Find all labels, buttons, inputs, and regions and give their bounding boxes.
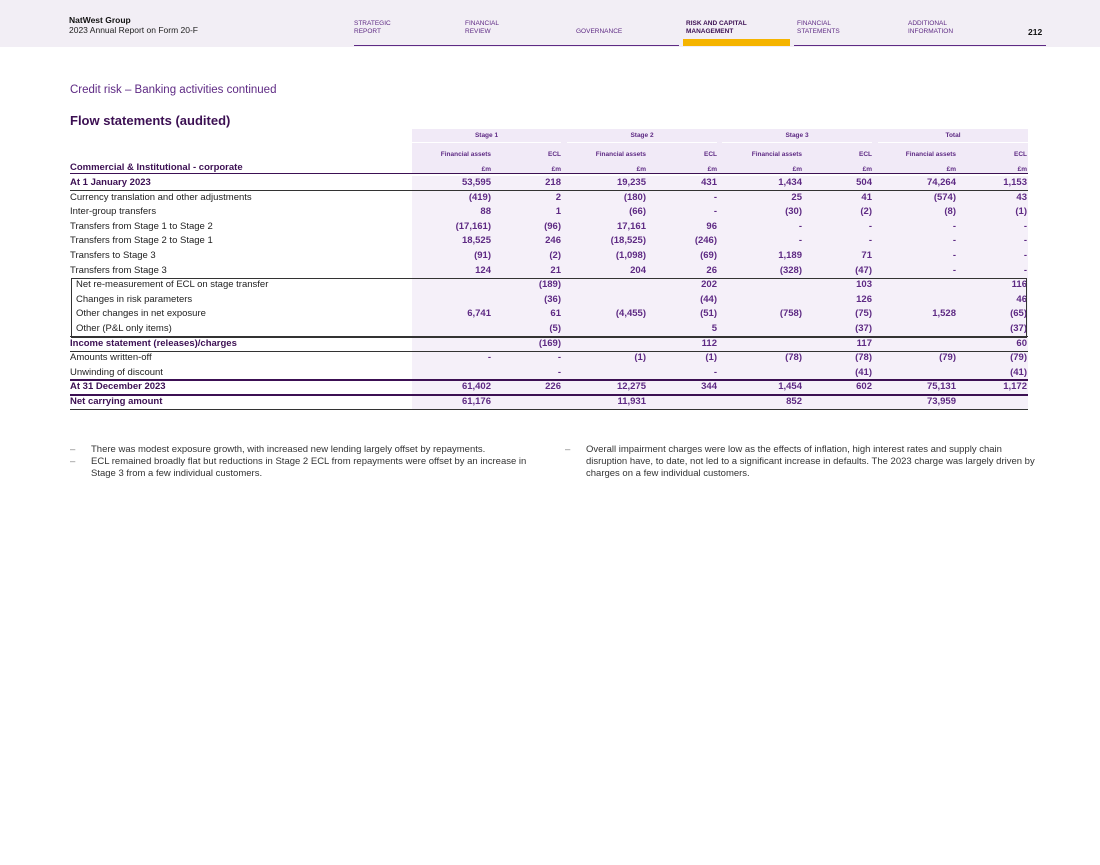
company-name: NatWest Group (69, 15, 131, 25)
cell-value: (574) (933, 191, 956, 203)
brand-block (69, 15, 198, 35)
cell-value: (37) (1010, 323, 1027, 334)
cell-value: 2 (555, 191, 561, 203)
cell-value: 112 (701, 337, 717, 349)
cell-value: 1,153 (1003, 177, 1027, 188)
cell-value: (69) (700, 250, 717, 261)
table-row (70, 249, 1028, 264)
table-rule (70, 379, 1028, 381)
column-header: Financial assets (440, 151, 491, 158)
table-row (70, 278, 1028, 293)
cell-value: - (1023, 250, 1027, 261)
table-row (70, 176, 1028, 191)
cell-value: 18,525 (461, 235, 491, 247)
cell-value: (44) (700, 293, 717, 305)
nav-risk-capital-management[interactable]: RISK AND CAPITAL MANAGEMENT (686, 20, 747, 35)
cell-value: (1) (705, 352, 717, 364)
bullet-text: ECL remained broadly flat but reductions in Stage 2 ECL from repayments were offset by an increase in Stage 3 from a few individual customers. (91, 456, 527, 479)
cell-value: (189) (538, 279, 561, 291)
row-label: Changes in risk parameters (76, 293, 193, 305)
cell-value: (79) (1010, 352, 1027, 364)
cell-value: 71 (861, 250, 872, 261)
stage-divider (412, 142, 561, 143)
cell-value: 124 (475, 264, 491, 276)
cell-value: 46 (1016, 293, 1027, 305)
cell-value: 96 (706, 220, 717, 232)
cell-value: - (487, 352, 491, 364)
cell-value: (328) (779, 264, 802, 276)
cell-value: - (952, 264, 956, 276)
unit-label: £m (862, 166, 872, 173)
table-rule (70, 336, 1028, 337)
stage-header: Stage 1 (474, 132, 499, 139)
cell-value: 61,176 (461, 396, 491, 407)
cell-value: (78) (855, 352, 872, 364)
row-label: Transfers from Stage 1 to Stage 2 (70, 220, 213, 232)
row-label: Net carrying amount (70, 396, 163, 407)
cell-value: - (713, 206, 717, 218)
table-row (70, 264, 1028, 279)
cell-value: (17,161) (455, 220, 491, 232)
cell-value: 41 (861, 191, 872, 203)
commentary-left (70, 444, 530, 480)
cell-value: 26 (706, 264, 717, 276)
table-row (70, 205, 1028, 220)
header-rule (70, 173, 1028, 174)
cell-value: (1,098) (615, 250, 646, 261)
cell-value: - (952, 220, 956, 232)
row-label: Net re-measurement of ECL on stage transfer (76, 279, 269, 291)
column-header: ECL (548, 151, 561, 158)
cell-value: 204 (630, 264, 646, 276)
cell-value: (51) (700, 308, 717, 320)
cell-value: 1,454 (778, 381, 802, 393)
row-label: Unwinding of discount (70, 366, 163, 378)
cell-value: 60 (1016, 337, 1027, 349)
cell-value: (4,455) (615, 308, 646, 320)
table-row (70, 366, 1028, 381)
cell-value: 74,264 (926, 177, 956, 188)
bullet-text: Overall impairment charges were low as the effects of inflation, high interest rates and supply chain disruption have, to date, not led to a significant increase in defaults. The 2023 charge was largely driven by charges on a few individual customers. (586, 444, 1035, 479)
row-label: Income statement (releases)/charges (70, 337, 237, 349)
unit-label: £m (636, 166, 646, 173)
cell-value: - (1023, 235, 1027, 247)
cell-value: 75,131 (926, 381, 956, 393)
bullet-item (70, 456, 530, 480)
cell-value: 53,595 (461, 177, 491, 188)
cell-value: 1,528 (932, 308, 956, 320)
cell-value: - (798, 235, 802, 247)
cell-value: (758) (779, 308, 802, 320)
cell-value: (8) (944, 206, 956, 218)
cell-value: (419) (468, 191, 491, 203)
bullet-item (70, 444, 530, 456)
column-header: Financial assets (751, 151, 802, 158)
cell-value: (2) (860, 206, 872, 218)
cell-value: 852 (786, 396, 802, 407)
table-rule (70, 409, 1028, 410)
table-row (70, 322, 1028, 337)
cell-value: 19,235 (616, 177, 646, 188)
bullet-dash: – (70, 456, 76, 467)
cell-value: 226 (545, 381, 561, 393)
cell-value: 73,959 (926, 396, 956, 407)
table-row (70, 395, 1028, 410)
cell-value: (30) (785, 206, 802, 218)
table-rule (70, 190, 1028, 191)
cell-value: 43 (1016, 191, 1027, 203)
row-label: Transfers to Stage 3 (70, 250, 156, 261)
cell-value: 25 (791, 191, 802, 203)
table-row (70, 380, 1028, 395)
table-rule (70, 351, 1028, 352)
cell-value: (91) (474, 250, 491, 261)
cell-value: - (952, 235, 956, 247)
nav-additional-information[interactable]: ADDITIONAL INFORMATION (908, 20, 954, 35)
table-row (70, 191, 1028, 206)
table-row (70, 351, 1028, 366)
cell-value: 1,189 (778, 250, 802, 261)
bullet-dash: – (70, 444, 76, 455)
cell-value: - (1023, 264, 1027, 276)
cell-value: 61,402 (461, 381, 491, 393)
cell-value: (65) (1010, 308, 1027, 320)
cell-value: - (713, 191, 717, 203)
table-title: Flow statements (audited) (70, 113, 231, 128)
cell-value: - (713, 366, 717, 378)
cell-value: (41) (1010, 366, 1027, 378)
stage-header: Total (945, 132, 961, 139)
cell-value: 126 (856, 293, 872, 305)
cell-value: 602 (856, 381, 872, 393)
table-section-heading: Commercial & Institutional - corporate (70, 162, 243, 173)
column-header: Financial assets (905, 151, 956, 158)
cell-value: - (952, 250, 956, 261)
nav-financial-review[interactable]: FINANCIAL REVIEW (465, 20, 499, 35)
column-header: ECL (704, 151, 717, 158)
page-header (0, 0, 1100, 47)
cell-value: (180) (623, 191, 646, 203)
row-label: Transfers from Stage 2 to Stage 1 (70, 235, 213, 247)
cell-value: 504 (856, 177, 872, 188)
cell-value: 1,172 (1003, 381, 1027, 393)
column-header: ECL (859, 151, 872, 158)
table-row (70, 220, 1028, 235)
table-row (70, 337, 1028, 352)
cell-value: - (868, 235, 872, 247)
cell-value: (37) (855, 323, 872, 334)
cell-value: 1,434 (778, 177, 802, 188)
cell-value: 17,161 (616, 220, 646, 232)
bullet-item (565, 444, 1035, 480)
row-label: Other changes in net exposure (76, 308, 206, 320)
cell-value: 344 (701, 381, 717, 393)
cell-value: 116 (1011, 279, 1027, 291)
cell-value: - (868, 220, 872, 232)
cell-value: (78) (785, 352, 802, 364)
column-header: Financial assets (595, 151, 646, 158)
cell-value: - (1023, 220, 1027, 232)
cell-value: (1) (634, 352, 646, 364)
unit-label: £m (551, 166, 561, 173)
cell-value: 61 (550, 308, 561, 320)
section-title: Credit risk – Banking activities continued (70, 84, 277, 96)
cell-value: 202 (701, 279, 717, 291)
cell-value: 246 (545, 235, 561, 247)
unit-label: £m (1017, 166, 1027, 173)
stage-header: Stage 3 (785, 132, 809, 139)
cell-value: 21 (550, 264, 561, 276)
nav-active-indicator (683, 39, 790, 46)
stage-divider (567, 142, 717, 143)
row-label: At 31 December 2023 (70, 381, 166, 393)
cell-value: - (798, 220, 802, 232)
column-header: ECL (1014, 151, 1027, 158)
row-label: At 1 January 2023 (70, 177, 151, 188)
cell-value: (75) (855, 308, 872, 320)
cell-value: 5 (711, 323, 717, 334)
cell-value: (66) (629, 206, 646, 218)
table-rule (70, 394, 1028, 396)
cell-value: (1) (1015, 206, 1027, 218)
nav-financial-statements[interactable]: FINANCIAL STATEMENTS (797, 20, 840, 35)
row-label: Transfers from Stage 3 (70, 264, 167, 276)
cell-value: 103 (856, 279, 872, 291)
unit-label: £m (946, 166, 956, 173)
cell-value: (18,525) (610, 235, 646, 247)
table-row (70, 293, 1028, 308)
bullet-dash: – (565, 444, 571, 455)
nav-strategic-report[interactable]: STRATEGIC REPORT (354, 20, 391, 35)
cell-value: (96) (544, 220, 561, 232)
commentary-right (565, 444, 1035, 480)
cell-value: (36) (544, 293, 561, 305)
table-row (70, 234, 1028, 249)
cell-value: 6,741 (467, 308, 491, 320)
row-label: Currency translation and other adjustments (70, 191, 252, 203)
page-number: 212 (1028, 27, 1043, 37)
table-row (70, 307, 1028, 322)
cell-value: (246) (694, 235, 717, 247)
cell-value: (169) (538, 337, 561, 349)
cell-value: (5) (549, 323, 561, 334)
bullet-text: There was modest exposure growth, with increased new lending largely offset by repayments. (91, 444, 486, 455)
cell-value: (47) (855, 264, 872, 276)
cell-value: (79) (939, 352, 956, 364)
cell-value: 12,275 (616, 381, 646, 393)
cell-value: 431 (701, 177, 717, 188)
nav-governance[interactable]: GOVERNANCE (576, 28, 623, 35)
report-name: 2023 Annual Report on Form 20-F (69, 25, 198, 35)
cell-value: 88 (480, 206, 491, 218)
row-label: Inter-group transfers (70, 206, 157, 218)
cell-value: 218 (545, 177, 561, 188)
stage-divider (878, 142, 1028, 143)
cell-value: - (557, 366, 561, 378)
stage-divider (722, 142, 872, 143)
cell-value: 11,931 (617, 396, 646, 407)
cell-value: 117 (856, 337, 872, 349)
nav-underline-right (794, 45, 1046, 46)
cell-value: (2) (549, 250, 561, 261)
row-label: Other (P&L only items) (76, 323, 172, 334)
cell-value: (41) (855, 366, 872, 378)
unit-label: £m (792, 166, 802, 173)
unit-label: £m (707, 166, 717, 173)
nav-underline-left (354, 45, 679, 46)
cell-value: 1 (555, 206, 561, 218)
unit-label: £m (481, 166, 491, 173)
row-label: Amounts written-off (70, 352, 152, 364)
cell-value: - (557, 352, 561, 364)
stage-header: Stage 2 (630, 132, 654, 139)
